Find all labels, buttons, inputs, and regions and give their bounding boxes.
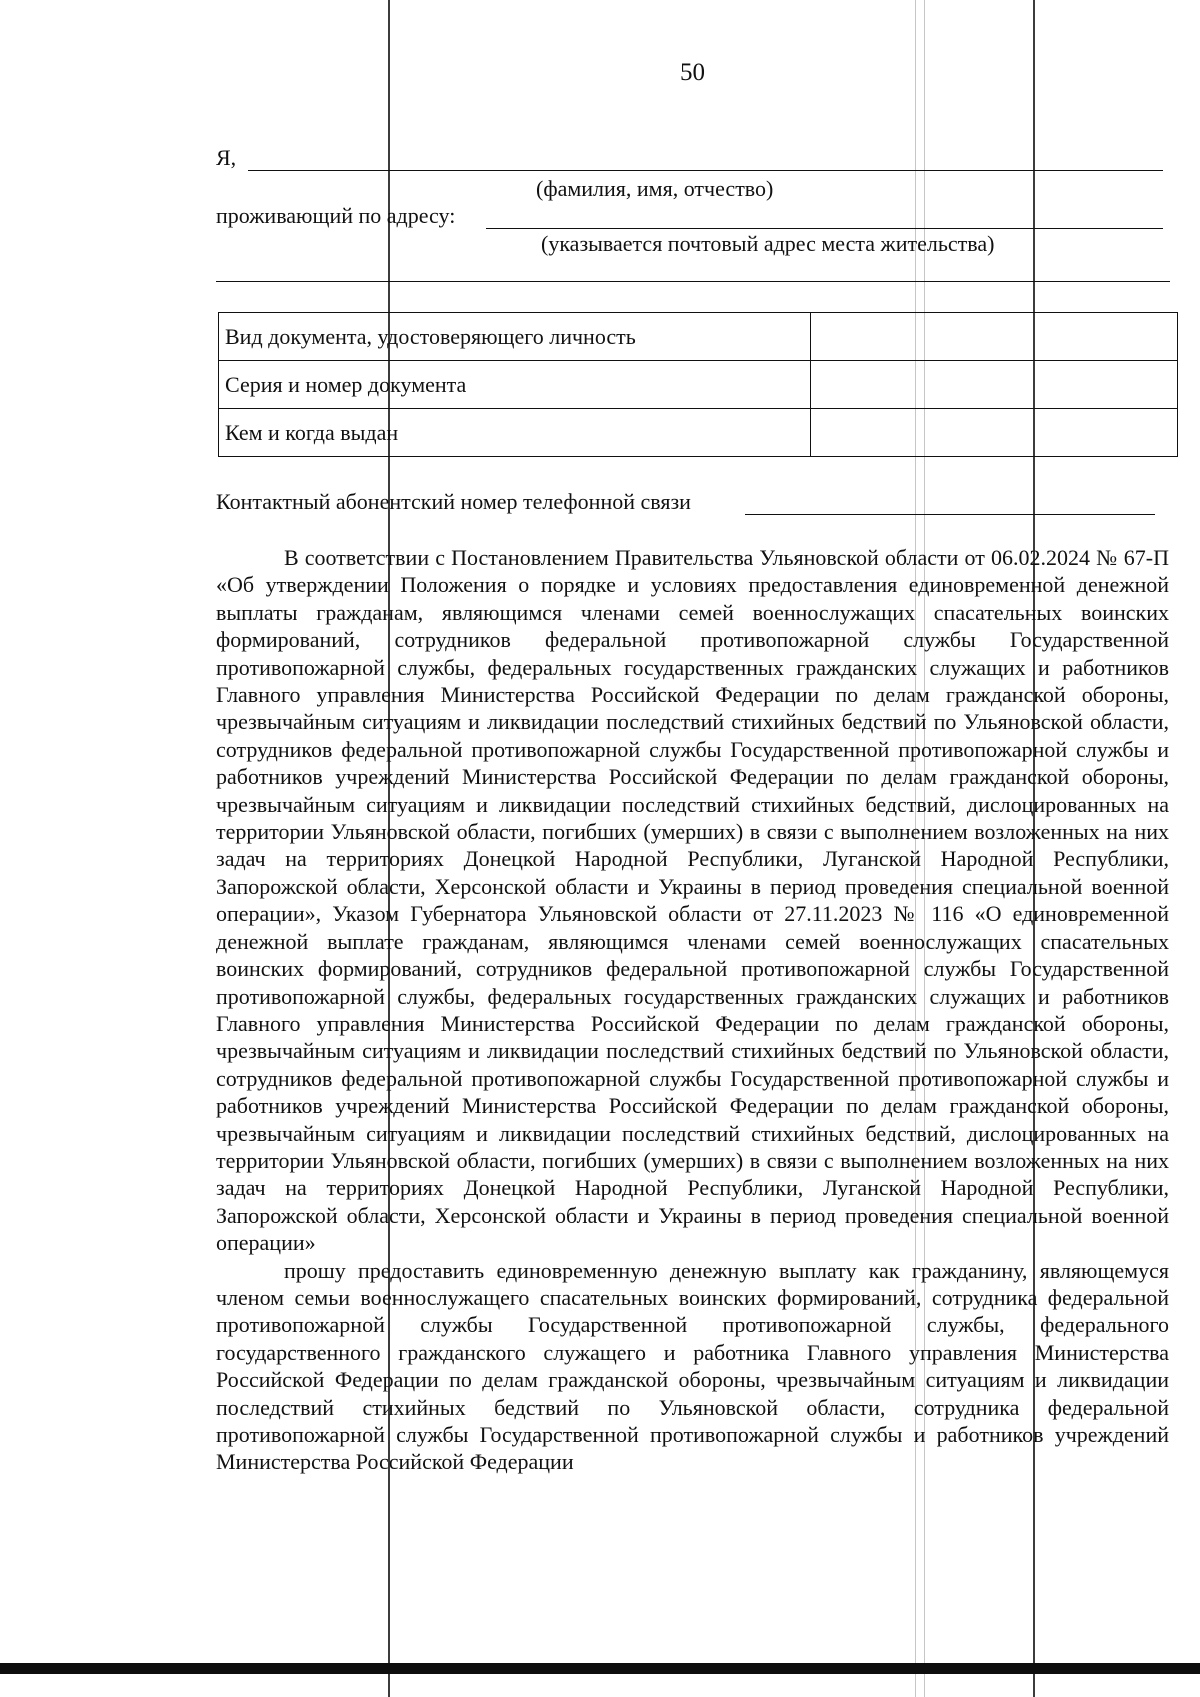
id-table-value-field[interactable]	[811, 409, 1178, 457]
table-row	[219, 361, 1178, 409]
page-number: 50	[680, 59, 705, 86]
id-table-label: Серия и номер документа	[219, 361, 811, 409]
paragraph-request: прошу предоставить единовременную денежную выплату как гражданину, являющемуся членом семьи военнослужащего спасательных воинских формирований, сотрудника федеральной противопожарной службы Государственной противопожарной службы, федерального государственного гражданского служащего и работника Главного управления Министерства Российской Федерации по делам гражданской обороны, чрезвычайным ситуациям и ликвидации последствий стихийных бедствий по Ульяновской области, сотрудника федеральной противопожарной службы Государственной противопожарной службы и работников учреждений Министерства Российской Федерации	[216, 1257, 1169, 1475]
contact-phone-field[interactable]	[745, 514, 1155, 515]
address-field[interactable]	[486, 228, 1163, 229]
id-table-label: Вид документа, удостоверяющего личность	[219, 313, 811, 361]
table-row	[219, 409, 1178, 457]
id-table-value-field[interactable]	[811, 313, 1178, 361]
id-table-label: Кем и когда выдан	[219, 409, 811, 457]
contact-phone-label: Контактный абонентский номер телефонной связи	[216, 489, 691, 514]
address-field-2[interactable]	[216, 281, 1170, 282]
id-document-table	[218, 312, 1178, 457]
body-text	[216, 544, 1169, 1476]
address-caption: (указывается почтовый адрес места жительства)	[541, 231, 995, 256]
fio-field[interactable]	[248, 170, 1163, 171]
ya-label: Я,	[216, 145, 237, 170]
paragraph-legal-basis: В соответствии с Постановлением Правительства Ульяновской области от 06.02.2024 № 67-П «Об утверждении Положения о порядке и условиях предоставления единовременной денежной выплаты гражданам, являющимся членами семей военнослужащих спасательных воинских формирований, сотрудников федеральной противопожарной службы Государственной противопожарной службы, федеральных государственных гражданских служащих и работников Главного управления Министерства Российской Федерации по делам гражданской обороны, чрезвычайным ситуациям и ликвидации последствий стихийных бедствий по Ульяновской области, сотрудников федеральной противопожарной службы Государственной противопожарной службы и работников учреждений Министерства Российской Федерации по делам гражданской обороны, чрезвычайным ситуациям и ликвидации последствий стихийных бедствий, дислоцированных на территории Ульяновской области, погибших (умерших) в связи с выполнением возложенных на них задач на территориях Донецкой Народной Республики, Луганской Народной Республики, Запорожской области, Херсонской области и Украины в период проведения специальной военной операции», Указом Губернатора Ульяновской области от 27.11.2023 № 116 «О единовременной денежной выплате гражданам, являющимся членами семей военнослужащих спасательных воинских формирований, сотрудников федеральной противопожарной службы Государственной противопожарной службы, федеральных государственных гражданских служащих и работников Главного управления Министерства Российской Федерации по делам гражданской обороны, чрезвычайным ситуациям и ликвидации последствий стихийных бедствий по Ульяновской области, сотрудников федеральной противопожарной службы Государственной противопожарной службы и работников учреждений Министерства Российской Федерации по делам гражданской обороны, чрезвычайным ситуациям и ликвидации последствий стихийных бедствий, дислоцированных на территории Ульяновской области, погибших (умерших) в связи с выполнением возложенных на них задач на территориях Донецкой Народной Республики, Луганской Народной Республики, Запорожской области, Херсонской области и Украины в период проведения специальной военной операции»	[216, 545, 1169, 1256]
id-table-value-field[interactable]	[811, 361, 1178, 409]
fio-caption: (фамилия, имя, отчество)	[536, 176, 774, 201]
table-row	[219, 313, 1178, 361]
address-label: проживающий по адресу:	[216, 203, 456, 228]
scan-bottom-bar	[0, 1663, 1200, 1674]
